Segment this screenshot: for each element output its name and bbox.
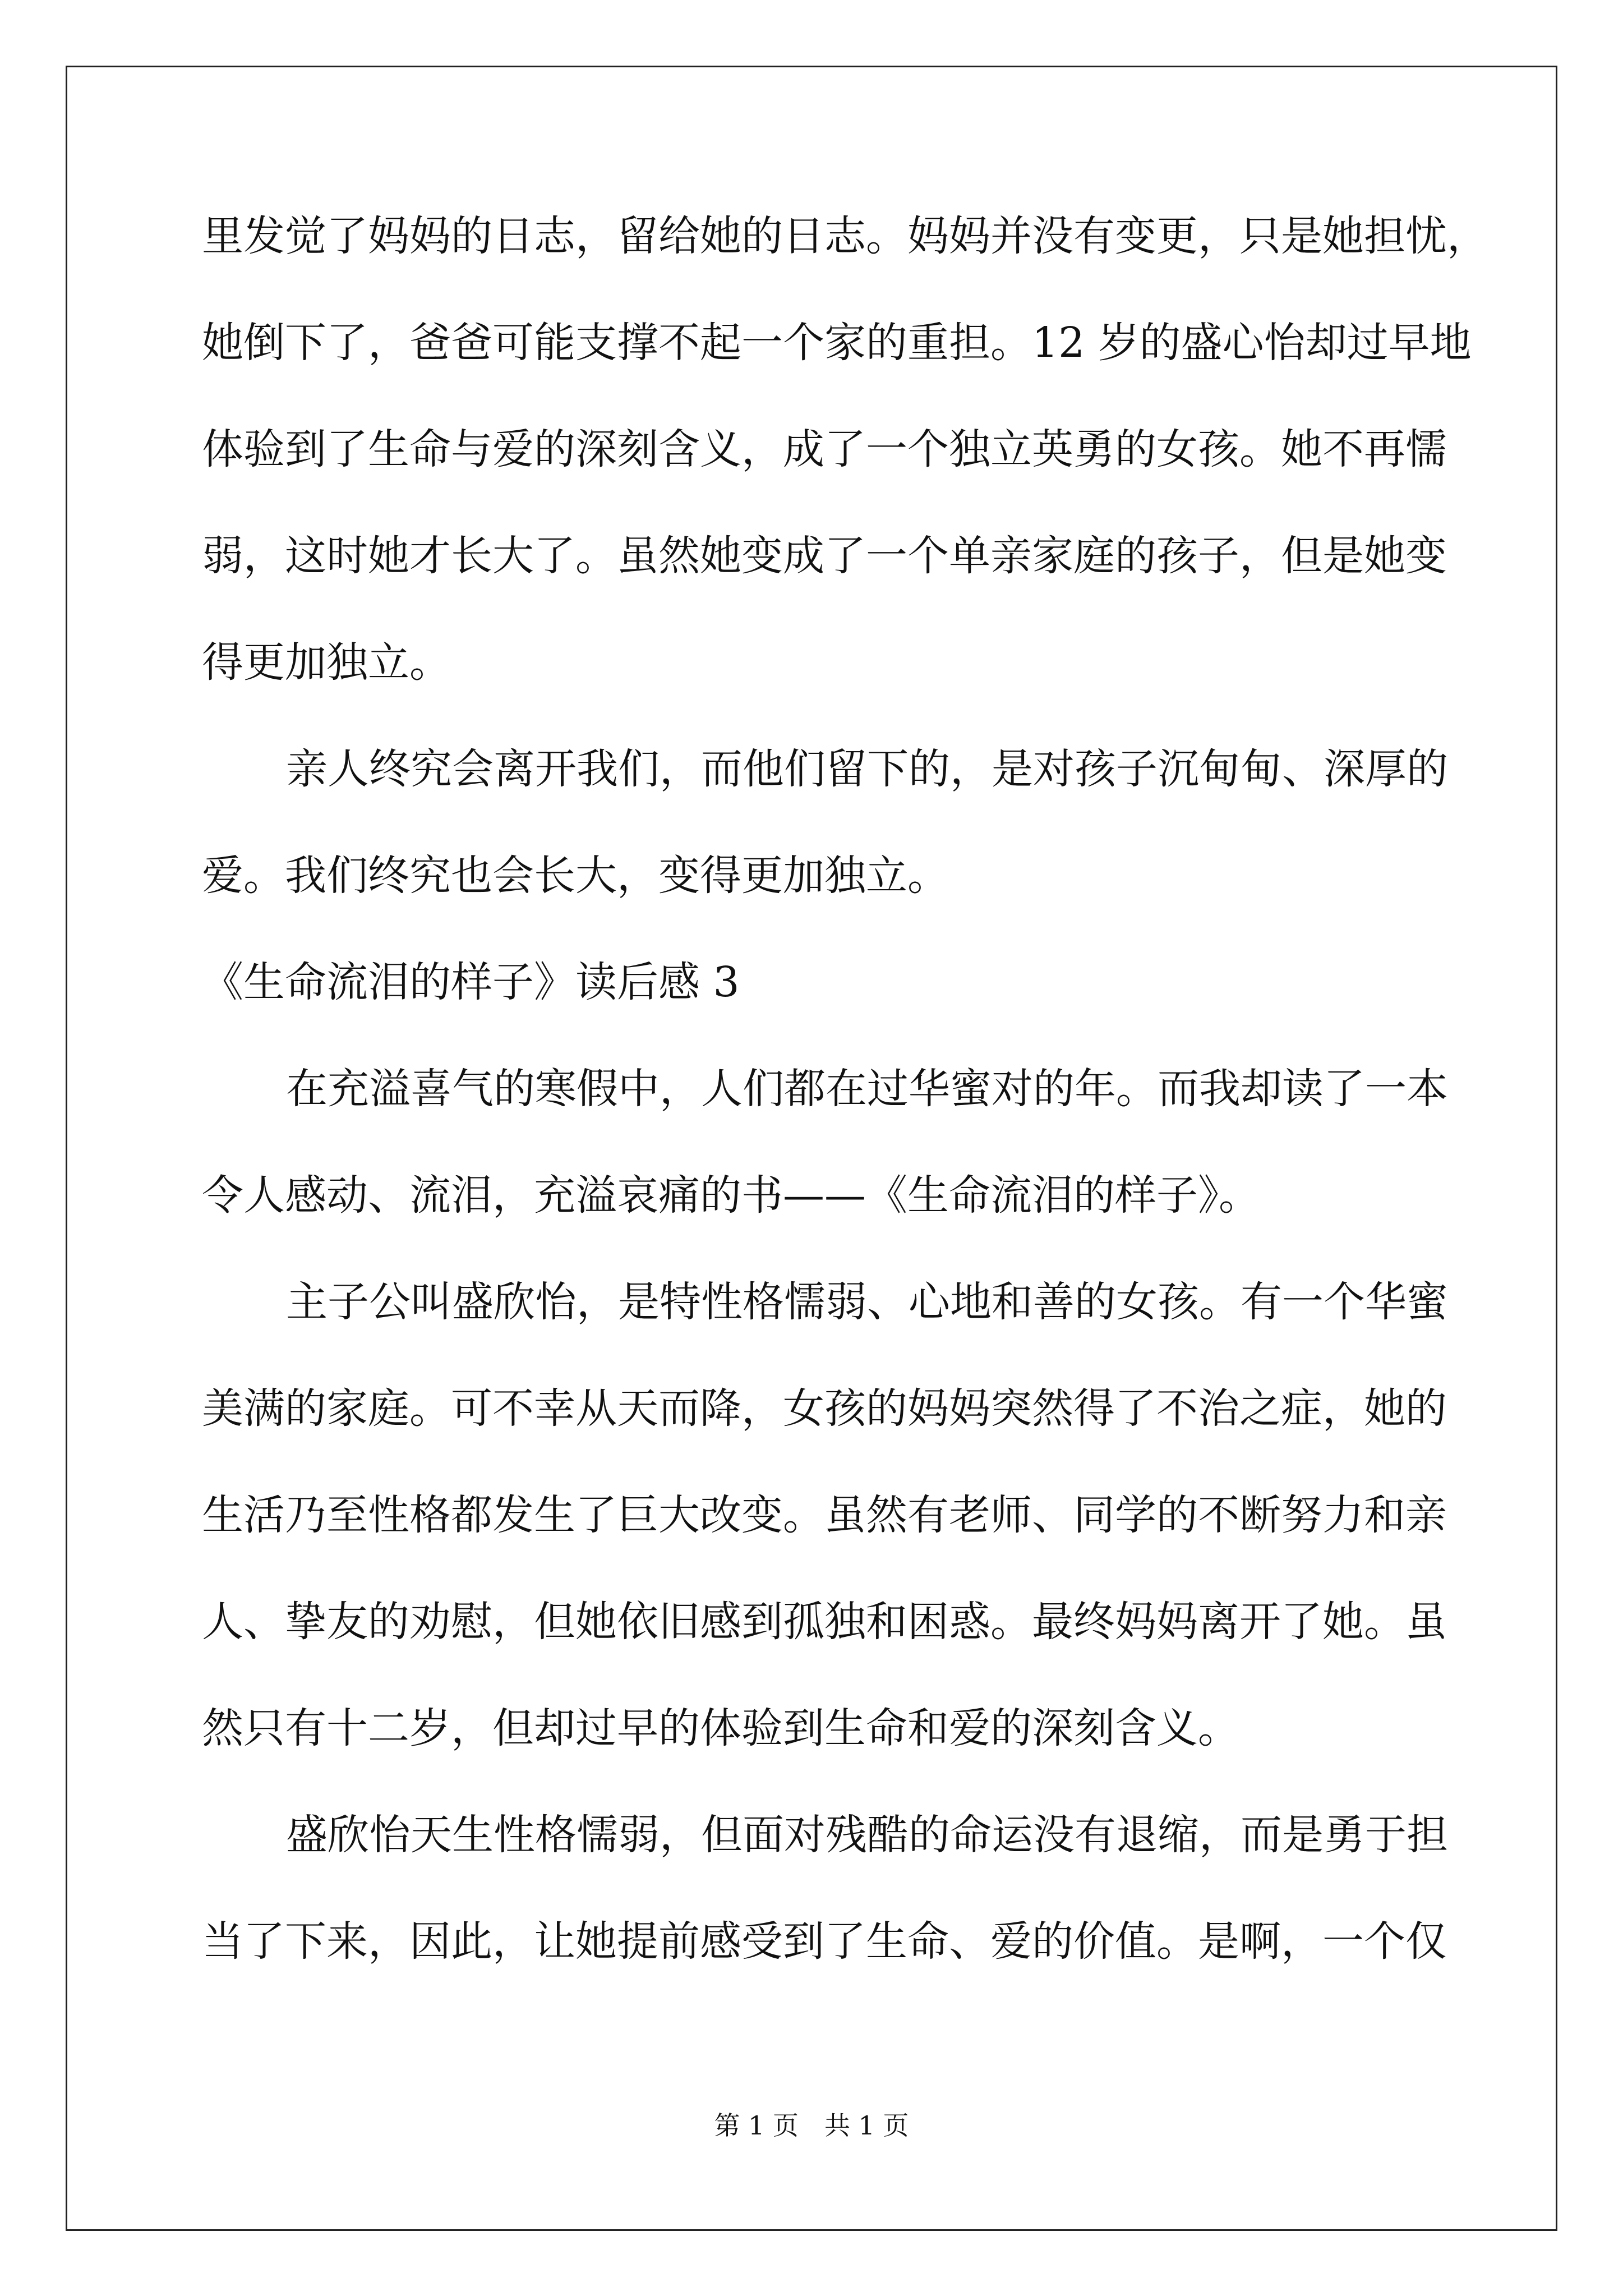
text-line: 得更加独立。: [202, 638, 451, 687]
text-line: 人、挚友的劝慰，但她依旧感到孤独和困惑。最终妈妈离开了她。虽: [202, 1598, 1447, 1646]
paragraph-first-line: 在充溢喜气的寒假中，人们都在过华蜜对的年。而我却读了一本: [286, 1065, 1448, 1113]
section-heading: 《生命流泪的样子》读后感 3: [202, 958, 740, 1006]
text-line: 当了下来，因此，让她提前感受到了生命、爱的价值。是啊，一个仅: [202, 1917, 1447, 1966]
text-line: 她倒下了，爸爸可能支撑不起一个家的重担。12 岁的盛心怡却过早地: [202, 319, 1472, 367]
paragraph-first-line: 盛欣怡天生性格懦弱，但面对残酷的命运没有退缩，而是勇于担: [286, 1811, 1448, 1859]
text-line: 然只有十二岁，但却过早的体验到生命和爱的深刻含义。: [202, 1704, 1239, 1752]
text-line: 令人感动、流泪，充溢哀痛的书——《生命流泪的样子》。: [202, 1171, 1260, 1220]
text-line: 弱，这时她才长大了。虽然她变成了一个单亲家庭的孩子，但是她变: [202, 532, 1447, 580]
text-line: 美满的家庭。可不幸从天而降，女孩的妈妈突然得了不治之症，她的: [202, 1384, 1447, 1433]
text-line: 体验到了生命与爱的深刻含义，成了一个独立英勇的女孩。她不再懦: [202, 425, 1447, 473]
document-body: [202, 212, 1488, 2027]
text-line: 爱。我们终究也会长大，变得更加独立。: [202, 852, 949, 900]
paragraph-first-line: 亲人终究会离开我们，而他们留下的，是对孩子沉甸甸、深厚的: [286, 745, 1448, 793]
text-line: 里发觉了妈妈的日志，留给她的日志。妈妈并没有变更，只是她担忧，: [202, 212, 1488, 260]
page-number-footer: 第 1 页 共 1 页: [714, 2110, 909, 2141]
text-line: 生活乃至性格都发生了巨大改变。虽然有老师、同学的不断努力和亲: [202, 1491, 1447, 1539]
paragraph-first-line: 主子公叫盛欣怡，是特性格懦弱、心地和善的女孩。有一个华蜜: [286, 1278, 1448, 1326]
